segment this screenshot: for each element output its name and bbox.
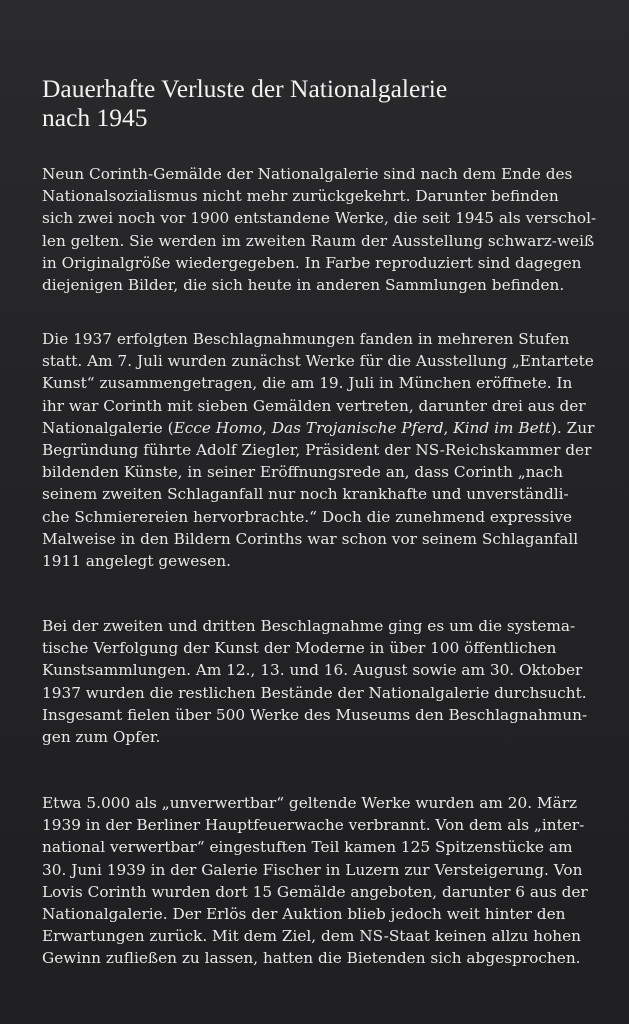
paragraph-2	[42, 328, 602, 572]
text-line: Neun Corinth-Gemälde der Nationalgalerie sind nach dem Ende des	[42, 165, 573, 183]
text-line-with-artwork-titles	[42, 417, 602, 439]
text-line: che Schmierereien hervorbrachte.“ Doch die zunehmend expressive	[42, 507, 573, 526]
artwork-title-trojanische-pferd: Das Trojanische Pferd	[271, 418, 444, 437]
text-line: Kunst“ zusammengetragen, die am 19. Juli in München eröffnete. In	[42, 374, 573, 393]
text-line: Malweise in den Bildern Corinths war schon vor seinem Schlaganfall	[42, 529, 579, 548]
paragraph-4	[42, 792, 602, 970]
text-line: Gewinn zufließen zu lassen, hatten die Bietenden sich abgesprochen.	[42, 949, 581, 968]
text-line: Kunstsammlungen. Am 12., 13. und 16. August sowie am 30. Oktober	[42, 661, 583, 680]
text-line: Begründung führte Adolf Ziegler, Präsident der NS-Reichskammer der	[42, 441, 592, 460]
text-line: 30. Juni 1939 in der Galerie Fischer in Luzern zur Versteigerung. Von	[42, 860, 583, 879]
text-line: diejenigen Bilder, die sich heute in anderen Sammlungen befinden.	[42, 276, 565, 295]
text-line: len gelten. Sie werden im zweiten Raum der Ausstellung schwarz-weiß	[42, 231, 595, 250]
text-line: Nationalgalerie. Der Erlös der Auktion blieb jedoch weit hinter den	[42, 905, 566, 924]
artwork-title-ecce-homo: Ecce Homo	[173, 418, 263, 437]
text-fragment: ,	[262, 418, 272, 437]
sign-title-line: Dauerhafte Verluste der Nationalgalerie	[42, 74, 448, 103]
paragraph-3	[42, 615, 602, 748]
text-line: gen zum Opfer.	[42, 728, 161, 747]
text-fragment: ). Zur	[550, 418, 595, 437]
text-line: national verwertbar“ eingestuften Teil kamen 125 Spitzenstücke am	[42, 838, 573, 857]
text-fragment: Nationalgalerie (	[42, 418, 174, 437]
sign-title-line: nach 1945	[42, 103, 148, 132]
text-line: tische Verfolgung der Kunst der Moderne in über 100 öffentlichen	[42, 639, 557, 658]
text-line: Lovis Corinth wurden dort 15 Gemälde angeboten, darunter 6 aus der	[42, 882, 588, 901]
text-line: Insgesamt fielen über 500 Werke des Museums den Beschlagnahmun-	[42, 705, 588, 724]
sign-title	[42, 74, 602, 132]
text-line: bildenden Künste, in seiner Eröffnungsrede an, dass Corinth „nach	[42, 463, 564, 482]
paragraph-1	[42, 163, 602, 296]
text-fragment: ,	[443, 418, 454, 437]
text-line: 1937 wurden die restlichen Bestände der Nationalgalerie durchsucht.	[42, 683, 587, 702]
text-line: ihr war Corinth mit sieben Gemälden vertreten, darunter drei aus der	[42, 396, 586, 415]
text-line: in Originalgröße wiedergegeben. In Farbe reproduziert sind dagegen	[42, 253, 582, 272]
text-line: Etwa 5.000 als „unverwertbar“ geltende Werke wurden am 20. März	[42, 794, 578, 812]
text-line: Nationalsozialismus nicht mehr zurückgekehrt. Darunter befinden	[42, 187, 559, 206]
artwork-title-kind-im-bett: Kind im Bett	[453, 418, 551, 437]
text-line: seinem zweiten Schlaganfall nur noch krankhafte und unverständli-	[42, 485, 569, 504]
text-line: Bei der zweiten und dritten Beschlagnahme ging es um die systema-	[42, 617, 576, 635]
text-line: 1911 angelegt gewesen.	[42, 552, 231, 571]
text-line: sich zwei noch vor 1900 entstandene Werke, die seit 1945 als verschol-	[42, 209, 597, 228]
text-line: Die 1937 erfolgten Beschlagnahmungen fanden in mehreren Stufen	[42, 330, 570, 348]
text-line: Erwartungen zurück. Mit dem Ziel, dem NS-Staat keinen allzu hohen	[42, 927, 582, 946]
text-line: statt. Am 7. Juli wurden zunächst Werke für die Ausstellung „Entartete	[42, 352, 594, 371]
text-line: 1939 in der Berliner Hauptfeuerwache verbrannt. Von dem als „inter-	[42, 816, 585, 835]
